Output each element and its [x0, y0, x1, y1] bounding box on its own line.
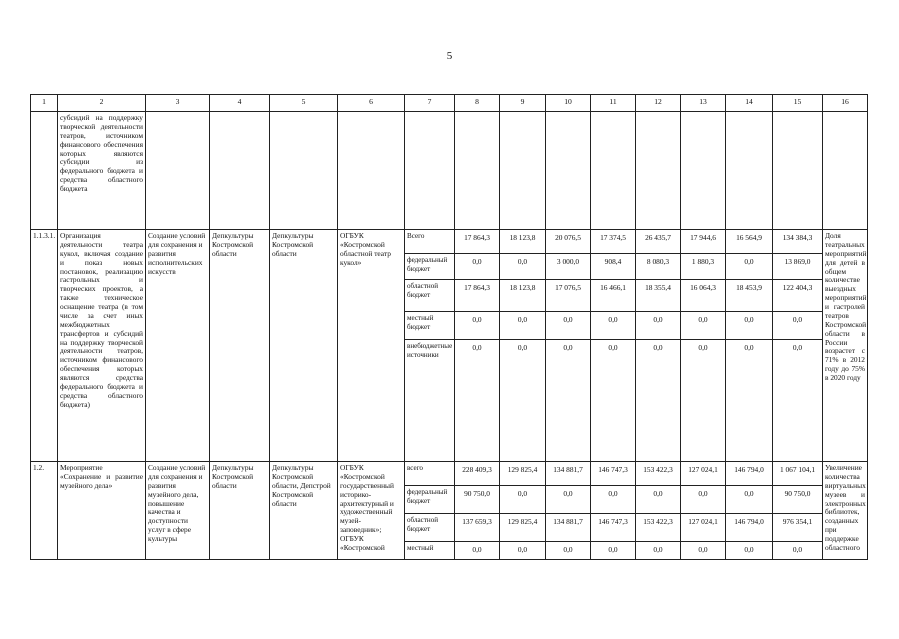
header-cell: 9 [500, 95, 546, 112]
funding-value: 0,0 [500, 340, 546, 462]
funding-value: 0,0 [726, 254, 773, 280]
header-cell: 15 [773, 95, 823, 112]
funding-value: 8 080,3 [636, 254, 681, 280]
funding-value: 0,0 [636, 542, 681, 560]
continuation-row [31, 112, 868, 230]
funding-value: 3 000,0 [546, 254, 591, 280]
funding-value: 122 404,3 [773, 280, 823, 312]
activity-name: Организация деятельности театра кукол, включая создание и показ новых постановок, реализацию гастрольных и творческих проектов, а также техническое оснащение театра (в том числе за счет иных межбюджетных трансфертов и субсидий на поддержку творческой деятельности театров, источником финансового обеспечения которых являются средства федерального бюджета и средства областного бюджета) [58, 230, 146, 462]
funding-value: 26 435,7 [636, 230, 681, 254]
funding-value: 153 422,3 [636, 462, 681, 486]
activity-participant: ОГБУК «Костромской государственный историко-архитектурный и художественный музей-заповедник»; ОГБУК «Костромской [338, 462, 405, 560]
funding-value: 0,0 [681, 542, 726, 560]
funding-value: 0,0 [726, 486, 773, 514]
funding-value: 90 750,0 [773, 486, 823, 514]
funding-value: 0,0 [636, 312, 681, 340]
activity-executor: Депкультуры Костромской области [270, 230, 338, 462]
funding-value: 0,0 [726, 542, 773, 560]
funding-value: 0,0 [726, 340, 773, 462]
funding-value: 17 076,5 [546, 280, 591, 312]
funding-value: 0,0 [546, 486, 591, 514]
funding-value: 0,0 [500, 542, 546, 560]
funding-source: Всего [405, 230, 455, 254]
funding-value: 129 825,4 [500, 514, 546, 542]
funding-value: 0,0 [546, 312, 591, 340]
funding-value: 976 354,1 [773, 514, 823, 542]
funding-value: 134 881,7 [546, 462, 591, 486]
funding-value: 0,0 [546, 542, 591, 560]
funding-value: 1 880,3 [681, 254, 726, 280]
funding-value: 0,0 [773, 542, 823, 560]
funding-value: 0,0 [591, 340, 636, 462]
funding-value: 0,0 [500, 486, 546, 514]
funding-value: 153 422,3 [636, 514, 681, 542]
funding-value: 0,0 [681, 312, 726, 340]
activity-coordinator: Депкультуры Костромской области [210, 230, 270, 462]
funding-value: 0,0 [773, 312, 823, 340]
activity-coordinator: Депкультуры Костромской области [210, 462, 270, 560]
funding-source: областной бюджет [405, 514, 455, 542]
header-cell: 4 [210, 95, 270, 112]
funding-value: 127 024,1 [681, 462, 726, 486]
funding-source: всего [405, 462, 455, 486]
funding-value: 0,0 [773, 340, 823, 462]
funding-value: 146 794,0 [726, 514, 773, 542]
funding-value: 17 944,6 [681, 230, 726, 254]
funding-value: 0,0 [500, 312, 546, 340]
funding-value: 908,4 [591, 254, 636, 280]
header-cell: 12 [636, 95, 681, 112]
funding-value: 0,0 [591, 486, 636, 514]
header-row [31, 95, 868, 112]
funding-row-total [31, 230, 868, 254]
continuation-text: субсидий на поддержку творческой деятельности театров, источником финансового обеспечения которых являются субсидии из федерального бюджета и средства областного бюджета [58, 112, 146, 230]
funding-value: 0,0 [455, 254, 500, 280]
row-code: 1.1.3.1. [31, 230, 58, 462]
funding-value: 228 409,3 [455, 462, 500, 486]
row-code: 1.2. [31, 462, 58, 560]
page-number: 5 [446, 50, 453, 62]
funding-value: 18 355,4 [636, 280, 681, 312]
header-cell: 7 [405, 95, 455, 112]
funding-source: федеральный бюджет [405, 254, 455, 280]
funding-value: 146 747,3 [591, 462, 636, 486]
activity-name: Мероприятие «Сохранение и развитие музейного дела» [58, 462, 146, 560]
funding-value: 0,0 [726, 312, 773, 340]
program-table [30, 94, 868, 560]
activity-goal: Создание условий для сохранения и развития музейного дела, повышение качества и доступности услуг в сфере культуры [146, 462, 210, 560]
funding-value: 17 864,3 [455, 280, 500, 312]
activity-executor: Депкультуры Костромской области, Депстрой Костромской области [270, 462, 338, 560]
funding-value: 16 466,1 [591, 280, 636, 312]
funding-value: 16 064,3 [681, 280, 726, 312]
funding-source: внебюджетные источники [405, 340, 455, 462]
funding-value: 0,0 [455, 340, 500, 462]
funding-source: федеральный бюджет [405, 486, 455, 514]
funding-value: 137 659,3 [455, 514, 500, 542]
header-cell: 10 [546, 95, 591, 112]
activity-goal: Создание условий для сохранения и развития исполнительских искусств [146, 230, 210, 462]
header-cell: 13 [681, 95, 726, 112]
funding-value: 134 881,7 [546, 514, 591, 542]
funding-value: 0,0 [681, 486, 726, 514]
header-cell: 14 [726, 95, 773, 112]
funding-value: 17 374,5 [591, 230, 636, 254]
funding-source: областной бюджет [405, 280, 455, 312]
funding-value: 18 123,8 [500, 280, 546, 312]
funding-value: 0,0 [500, 254, 546, 280]
target-indicator: Доля театральных мероприятий для детей в общем количестве выездных мероприятий и гастролей театров Костромской области в России возрастет с 71% в 2012 году до 75% в 2020 году [823, 230, 868, 462]
funding-value: 0,0 [636, 486, 681, 514]
funding-value: 0,0 [455, 542, 500, 560]
header-cell: 8 [455, 95, 500, 112]
funding-value: 134 384,3 [773, 230, 823, 254]
funding-source: местный бюджет [405, 312, 455, 340]
target-indicator: Увеличение количества виртуальных музеев и электронных библиотек, созданных при поддержке областного [823, 462, 868, 560]
funding-value: 0,0 [455, 312, 500, 340]
header-cell: 16 [823, 95, 868, 112]
funding-source: местный [405, 542, 455, 560]
funding-value: 20 076,5 [546, 230, 591, 254]
header-cell: 6 [338, 95, 405, 112]
header-cell: 2 [58, 95, 146, 112]
funding-value: 16 564,9 [726, 230, 773, 254]
funding-value: 0,0 [591, 312, 636, 340]
header-cell: 1 [31, 95, 58, 112]
funding-value: 127 024,1 [681, 514, 726, 542]
funding-value: 146 747,3 [591, 514, 636, 542]
funding-value: 129 825,4 [500, 462, 546, 486]
header-cell: 3 [146, 95, 210, 112]
funding-value: 0,0 [546, 340, 591, 462]
funding-value: 0,0 [681, 340, 726, 462]
funding-value: 1 067 104,1 [773, 462, 823, 486]
funding-value: 18 453,9 [726, 280, 773, 312]
funding-value: 0,0 [636, 340, 681, 462]
funding-value: 0,0 [591, 542, 636, 560]
funding-value: 13 869,0 [773, 254, 823, 280]
funding-value: 17 864,3 [455, 230, 500, 254]
header-cell: 11 [591, 95, 636, 112]
header-cell: 5 [270, 95, 338, 112]
activity-participant: ОГБУК «Костромской областной театр кукол» [338, 230, 405, 462]
funding-row-total [31, 462, 868, 486]
funding-value: 90 750,0 [455, 486, 500, 514]
funding-value: 18 123,8 [500, 230, 546, 254]
funding-value: 146 794,0 [726, 462, 773, 486]
